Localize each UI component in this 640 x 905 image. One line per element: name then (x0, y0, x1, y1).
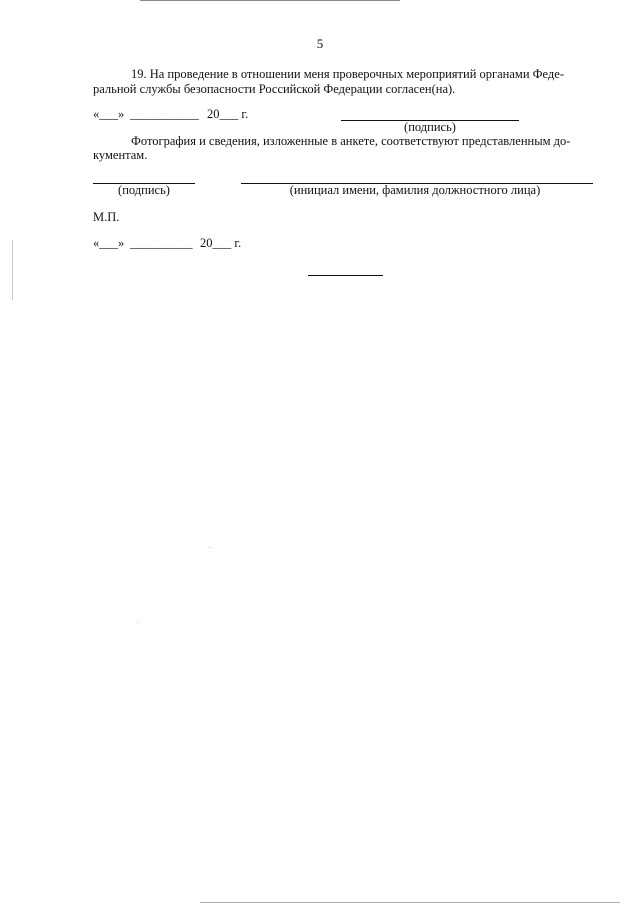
scan-speck (209, 547, 210, 548)
scan-speck (137, 622, 138, 623)
date-day-field: «___» (93, 107, 125, 121)
date-day-field-2: «___» (93, 236, 125, 250)
verification-text-line-2: кументам. (93, 148, 148, 162)
end-separator-line (308, 275, 383, 276)
scan-border-left (12, 240, 13, 300)
official-name-caption: (инициал имени, фамилия должностного лица) (289, 183, 541, 197)
date-year-field-2: 20___ г. (200, 236, 242, 250)
consent-text-line-2: ральной службы безопасности Российской Федерации согласен(на). (93, 82, 456, 96)
date-month-field: ___________ (130, 107, 199, 121)
date-month-field-2: __________ (130, 236, 193, 250)
signature-caption-1: (подпись) (404, 120, 456, 134)
official-signature-caption: (подпись) (118, 183, 170, 197)
scan-border-top (140, 0, 400, 1)
page-number: 5 (316, 36, 324, 51)
consent-text-line-1: 19. На проведение в отношении меня проверочных мероприятий органами Феде- (131, 67, 564, 81)
date-year-field: 20___ г. (207, 107, 249, 121)
verification-text-line-1: Фотография и сведения, изложенные в анкете, соответствуют представленным до- (131, 134, 571, 148)
scan-border-bottom (200, 902, 620, 903)
stamp-place-label: М.П. (93, 210, 120, 224)
